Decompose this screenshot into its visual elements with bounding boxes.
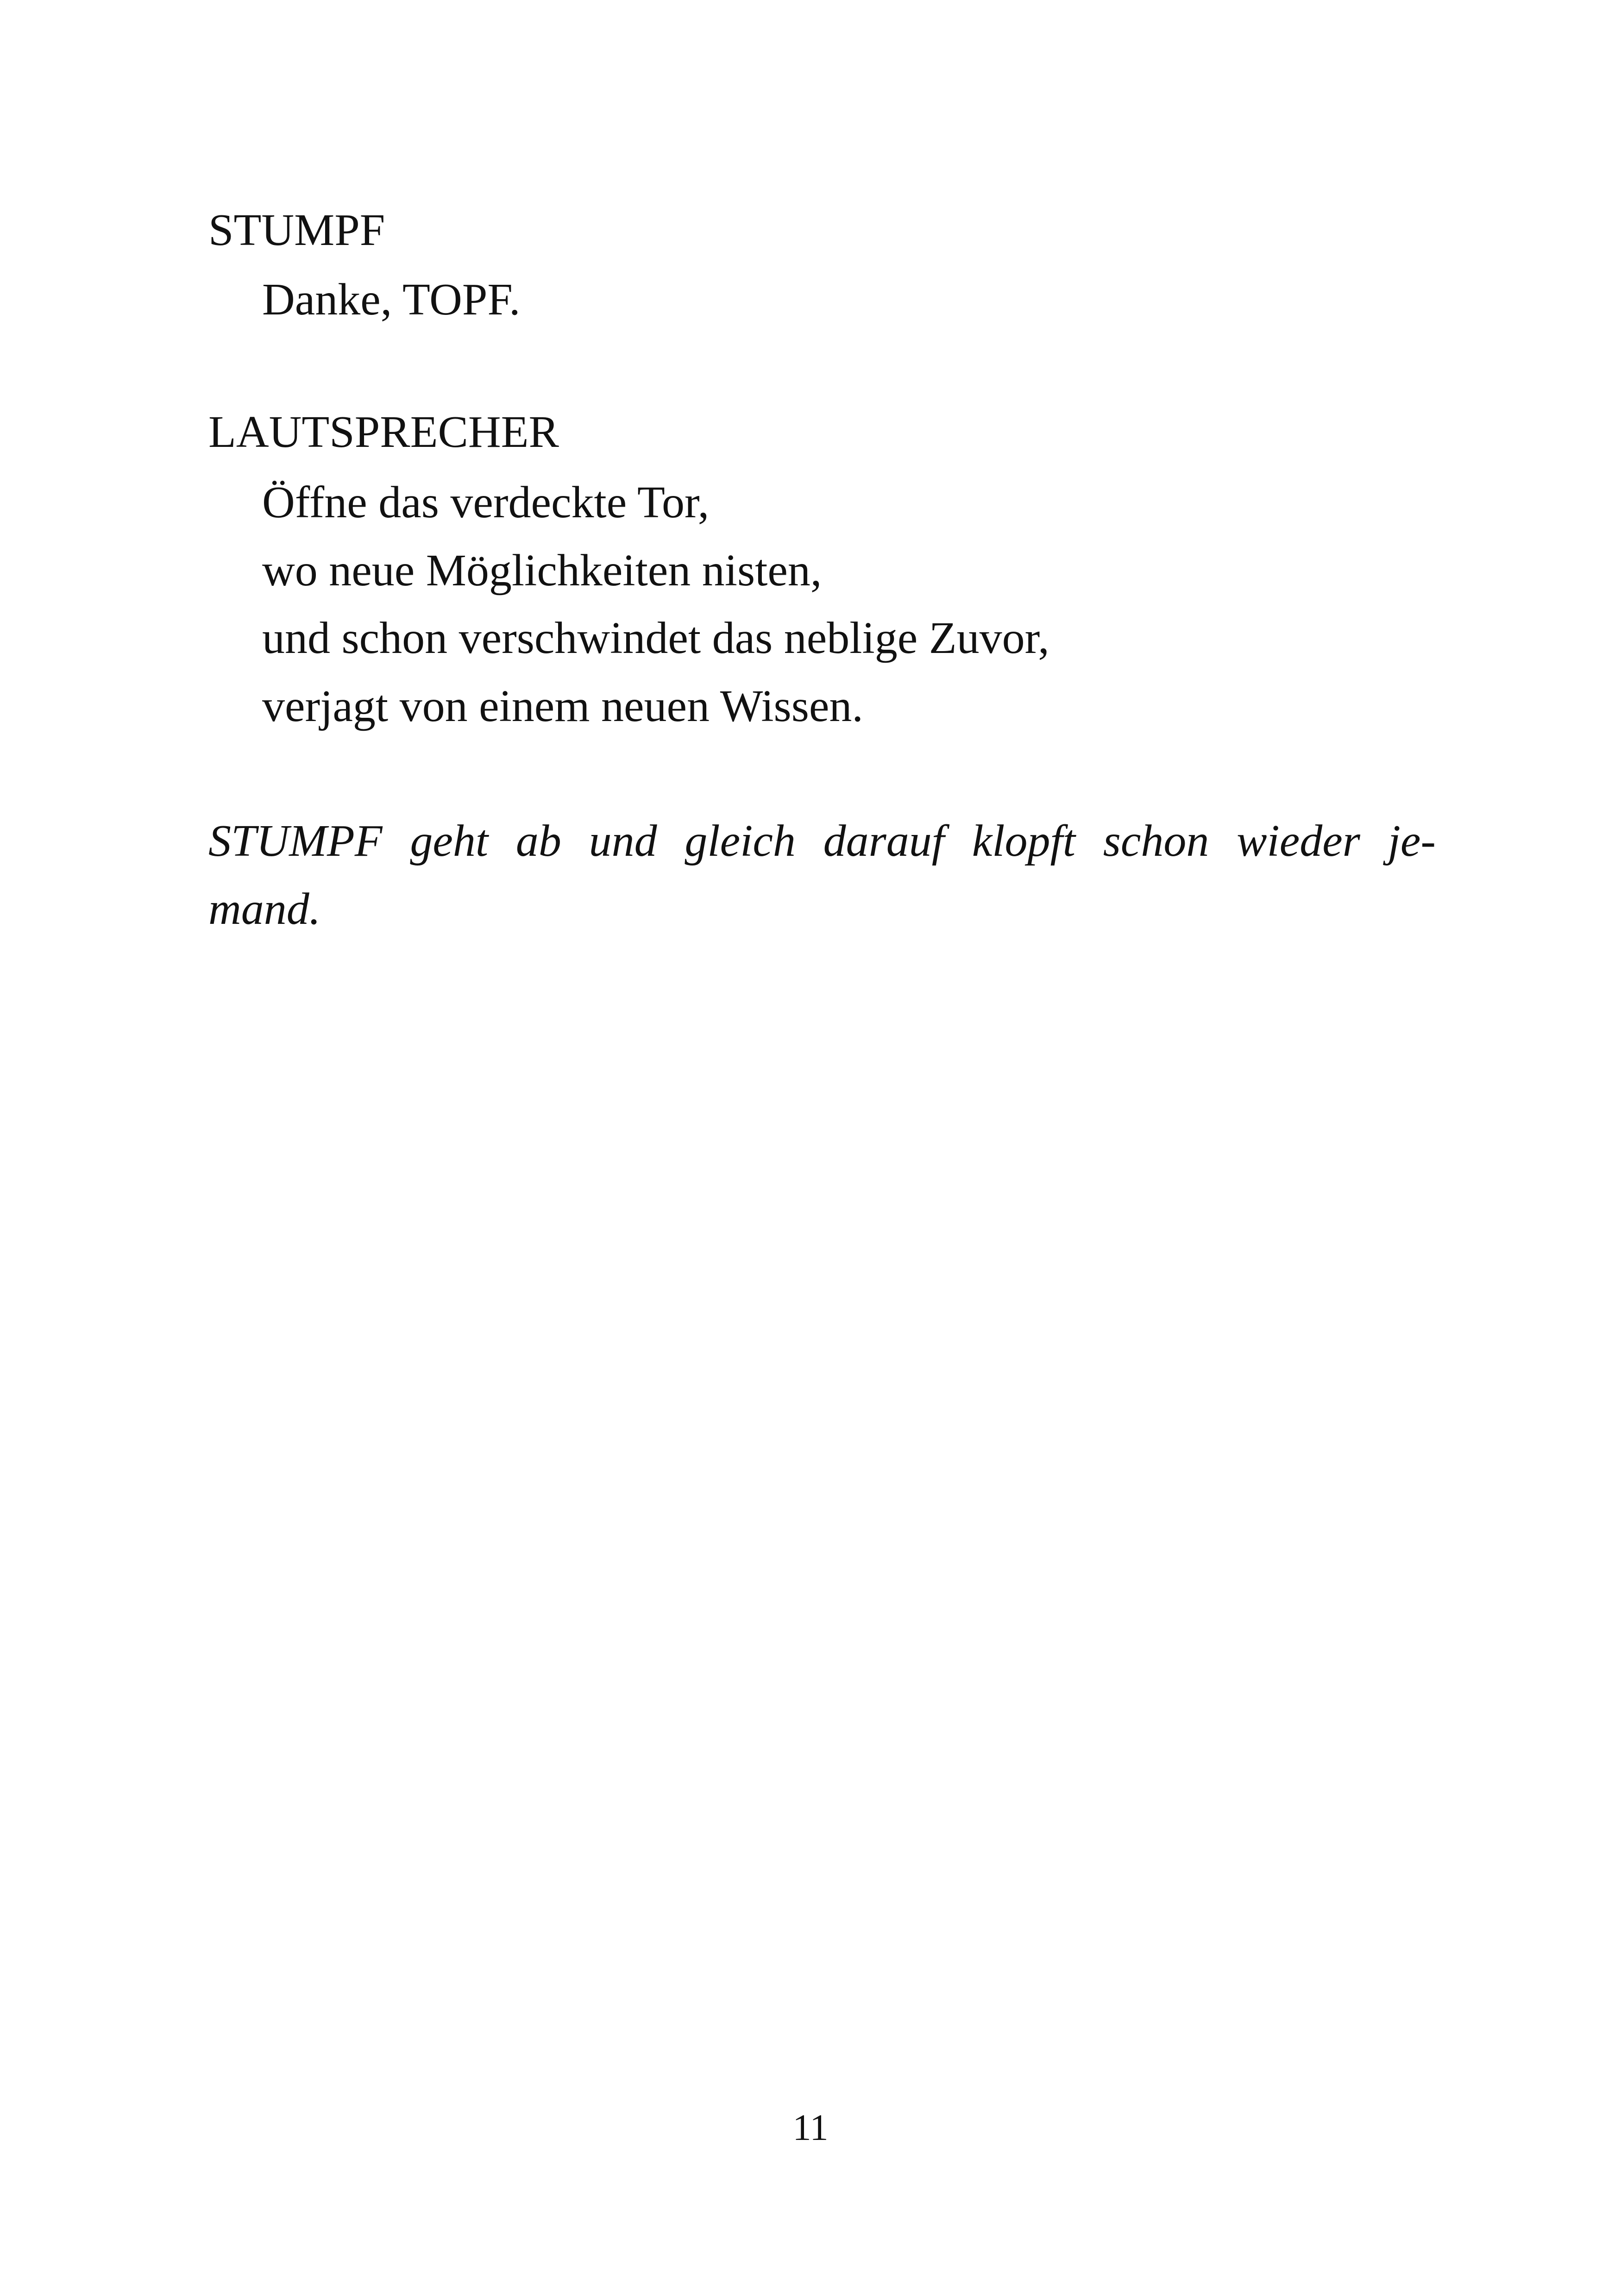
dialogue-line: Danke, TOPF. (262, 275, 521, 325)
dialogue-line: wo neue Möglichkeiten nisten, (262, 546, 822, 596)
dialogue-line: verjagt von einem neuen Wissen. (262, 681, 863, 731)
page-number: 11 (792, 2108, 829, 2148)
speaker-name: LAUTSPRECHER (208, 407, 559, 457)
stage-direction-line: STUMPF geht ab und gleich darauf klopft schon wieder je- (208, 816, 1436, 866)
dialogue-line: und schon verschwindet das neblige Zuvor, (262, 613, 1049, 663)
dialogue-line: Öffne das verdeckte Tor, (262, 477, 710, 527)
speaker-name: STUMPF (208, 205, 385, 255)
stage-direction-line: mand. (208, 884, 321, 934)
